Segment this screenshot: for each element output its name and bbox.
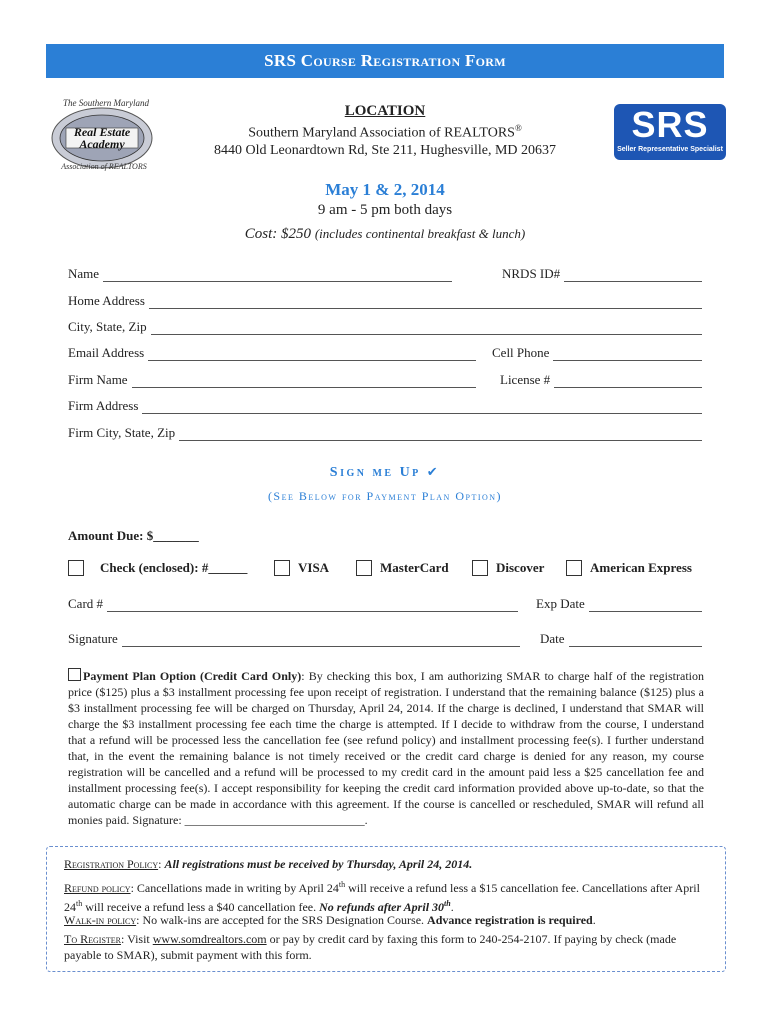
cell-phone-label: Cell Phone <box>492 345 550 360</box>
form-title-banner <box>46 44 724 78</box>
cell-phone-line[interactable] <box>553 348 702 361</box>
date-field[interactable] <box>540 631 702 647</box>
cost-note: (includes continental breakfast & lunch) <box>314 226 526 241</box>
walkin-end: . <box>592 913 596 927</box>
refund-sup-a: th <box>338 880 346 889</box>
walkin-text: : No walk-ins are accepted for the SRS Designation Course. <box>136 913 428 927</box>
signature-field[interactable] <box>68 631 520 647</box>
home-address-line[interactable] <box>149 296 702 309</box>
location-org <box>160 123 610 142</box>
amount-due[interactable]: Amount Due: $_______ <box>68 528 199 543</box>
refund-sup-c: th <box>444 899 451 908</box>
registration-policy: Registration Policy: All registrations must be received by Thursday, April 24, 2014. <box>64 857 473 871</box>
payment-plan-text: : By checking this box, I am authorizing SMAR to charge half of the registration price ($125) plus a $3 installment processing fee upon receipt of registration. I understand that the remaining balance ($125) plus a $3 installment processing fee will be charged on Thursday, April 24, 2014. If the charge is declined, I understand that SMAR will charge the $3 installment processing fee each time the charge is attempted. If I decide to withdraw from the course, I understand that a refund will be processed less the cancellation fee (see refund policy) and installment processing fee(s). I further understand that, in the event the remaining balance is not timely received or the credit card charge is denied for any reason, my course registration will be cancelled and a refund will be processed to my credit card in the amount paid less a $25 cancellation fee and installment processing fee(s). I accept responsibility for keeping the credit card information provided above up-to-date, so that the automatic charge can be made in accordance with this agreement. If the course is cancelled or rescheduled, SMAR will refund all monies paid. Signature: ______________________________. <box>68 669 704 827</box>
signature-line[interactable] <box>122 634 520 647</box>
date-line[interactable] <box>569 634 702 647</box>
walkin-policy <box>64 912 704 928</box>
firm-name-field[interactable] <box>68 372 476 388</box>
logo-arc-top: The Southern Maryland <box>63 98 149 108</box>
visa-checkbox[interactable] <box>274 560 290 576</box>
firm-city-field[interactable] <box>68 425 702 441</box>
checkmark-icon: ✔ <box>426 465 441 480</box>
registered-mark: ® <box>514 123 522 133</box>
sign-me-up-heading <box>160 465 610 481</box>
exp-date-label: Exp Date <box>536 596 585 611</box>
org-name: Southern Maryland Association of REALTORS <box>248 125 515 141</box>
firm-city-label: Firm City, State, Zip <box>68 425 176 440</box>
discover-option[interactable] <box>472 560 544 576</box>
city-state-zip-label: City, State, Zip <box>68 319 147 334</box>
visa-label: VISA <box>298 560 330 575</box>
discover-label: Discover <box>496 560 545 575</box>
city-state-zip-field[interactable] <box>68 319 702 335</box>
visa-option[interactable] <box>274 560 329 576</box>
srs-logo-text: SRS <box>631 104 709 145</box>
refund-end: . <box>450 900 454 914</box>
mastercard-checkbox[interactable] <box>356 560 372 576</box>
website-link[interactable]: www.somdrealtors.com <box>152 932 267 946</box>
refund-policy-label: Refund policy <box>64 881 131 895</box>
name-label: Name <box>68 266 100 281</box>
payment-plan-paragraph <box>68 668 704 828</box>
walkin-policy-label: Walk-in policy <box>64 913 137 927</box>
card-number-label: Card # <box>68 596 104 611</box>
city-state-zip-line[interactable] <box>151 322 702 335</box>
cell-phone-field[interactable] <box>492 345 702 361</box>
check-label: Check (enclosed): #______ <box>100 560 248 575</box>
amex-checkbox[interactable] <box>566 560 582 576</box>
home-address-label: Home Address <box>68 293 145 308</box>
date-label: Date <box>540 631 565 646</box>
amex-option[interactable] <box>566 560 692 576</box>
event-hours: 9 am - 5 pm both days <box>317 202 453 218</box>
registration-policy-text: All registrations must be received by Thursday, April 24, 2014. <box>164 857 473 871</box>
firm-name-label: Firm Name <box>68 372 128 387</box>
logo-line2: Academy <box>79 137 125 151</box>
logo-arc-bottom: Association of REALTORS <box>61 162 147 171</box>
email-field[interactable] <box>68 345 476 361</box>
payment-plan-checkbox[interactable] <box>68 668 81 681</box>
discover-checkbox[interactable] <box>472 560 488 576</box>
location-address: 8440 Old Leonardtown Rd, Ste 211, Hughesville, MD 20637 <box>213 143 557 158</box>
location-heading: LOCATION <box>344 103 426 119</box>
register-text-b: or pay by credit card by faxing this form to 240-254-2107. If paying by check (made payable to SMAR), submit payment with this form. <box>64 932 677 962</box>
sign-me-up-text: Sign me Up <box>329 465 421 480</box>
register-info <box>64 931 704 963</box>
name-line[interactable] <box>103 269 452 282</box>
mastercard-option[interactable] <box>356 560 449 576</box>
firm-city-line[interactable] <box>179 428 702 441</box>
name-field[interactable] <box>68 266 452 282</box>
license-label: License # <box>500 372 551 387</box>
mastercard-label: MasterCard <box>380 560 449 575</box>
nrds-line[interactable] <box>564 269 702 282</box>
home-address-field[interactable] <box>68 293 702 309</box>
refund-text-a: : Cancellations made in writing by April 24 <box>130 881 339 895</box>
event-dates: May 1 & 2, 2014 <box>325 180 445 199</box>
firm-address-field[interactable] <box>68 398 702 414</box>
check-checkbox[interactable] <box>68 560 84 576</box>
refund-sup-b: th <box>76 899 83 908</box>
check-option[interactable] <box>68 560 247 576</box>
nrds-label: NRDS ID# <box>502 266 561 281</box>
registration-policy-label: Registration Policy <box>64 857 159 871</box>
logo-line1: Real Estate <box>73 125 131 139</box>
register-label: To Register <box>64 932 121 946</box>
signature-label: Signature <box>68 631 118 646</box>
refund-policy <box>64 877 704 915</box>
firm-address-label: Firm Address <box>68 398 139 413</box>
exp-date-line[interactable] <box>589 599 702 612</box>
email-line[interactable] <box>148 348 476 361</box>
license-field[interactable] <box>500 372 702 388</box>
cost-amount: Cost: $250 <box>244 226 312 242</box>
form-title: SRS Course Registration Form <box>264 51 506 70</box>
payment-plan-note: (See Below for Payment Plan Option) <box>267 489 503 503</box>
amex-label: American Express <box>590 560 692 575</box>
exp-date-field[interactable] <box>536 596 702 612</box>
register-text-a: : Visit <box>121 932 153 946</box>
firm-name-line[interactable] <box>132 375 476 388</box>
academy-logo <box>46 98 158 174</box>
firm-address-line[interactable] <box>142 401 702 414</box>
srs-logo-tagline: Seller Representative Specialist <box>617 146 723 153</box>
card-number-line[interactable] <box>107 599 518 612</box>
payment-plan-heading: Payment Plan Option (Credit Card Only) <box>83 669 302 683</box>
refund-bold: No refunds after April 30 <box>319 900 445 914</box>
nrds-field[interactable] <box>502 266 702 282</box>
srs-logo <box>614 104 726 160</box>
email-label: Email Address <box>68 345 145 360</box>
walkin-bold: Advance registration is required <box>427 913 593 927</box>
refund-text-b: will receive a refund less a $15 cancellation fee. Cancellations after April 24 <box>64 881 700 914</box>
refund-text-c: will receive a refund less a $40 cancellation fee. <box>82 900 320 914</box>
event-cost <box>160 226 610 243</box>
card-number-field[interactable] <box>68 596 518 612</box>
license-line[interactable] <box>554 375 702 388</box>
